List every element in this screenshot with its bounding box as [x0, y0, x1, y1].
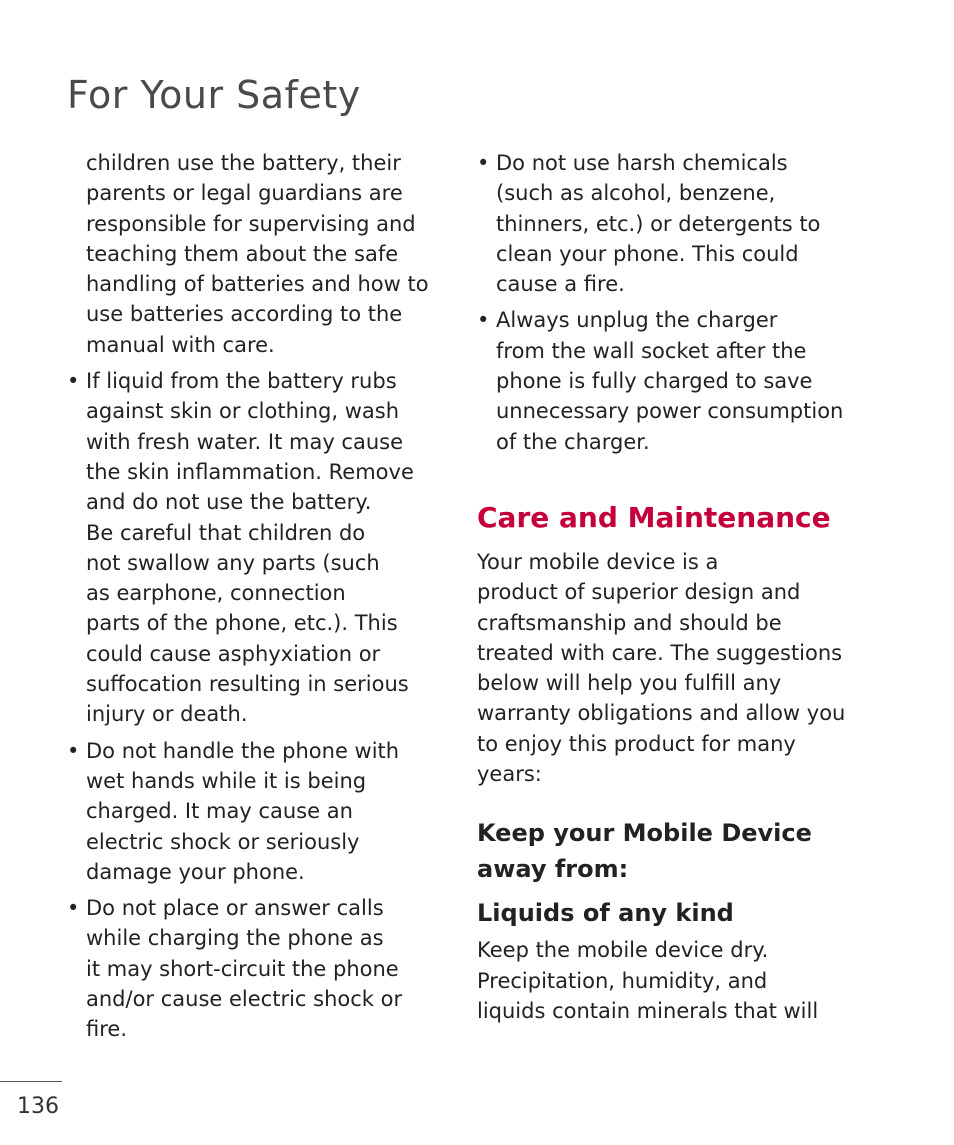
- text-line: responsible for supervising and: [86, 211, 416, 236]
- text-line: and/or cause electric shock or: [86, 987, 403, 1012]
- text-line: clean your phone. This could: [496, 241, 799, 266]
- subheading-liquids: Liquids of any kind: [477, 899, 734, 928]
- bullet-marker: •: [67, 369, 80, 394]
- text-line: phone is fully charged to save: [496, 369, 813, 394]
- text-line: fire.: [86, 1017, 127, 1042]
- subheading-line: Keep your Mobile Device: [477, 819, 812, 848]
- text-line: thinners, etc.) or detergents to: [496, 211, 821, 236]
- text-line: not swallow any parts (such: [86, 550, 380, 575]
- text-line: use batteries according to the: [86, 302, 403, 327]
- bullet-item-harsh-chemicals: [477, 148, 877, 299]
- text-line: cause a fire.: [496, 272, 625, 297]
- text-line: as earphone, connection: [86, 581, 346, 606]
- subheading-line: away from:: [477, 855, 629, 884]
- text-line: craftsmanship and should be: [477, 610, 782, 635]
- text-line: injury or death.: [86, 702, 248, 727]
- text-line: wet hands while it is being: [86, 768, 367, 793]
- text-line: with fresh water. It may cause: [86, 429, 404, 454]
- bullet-item-wet-hands: [67, 736, 452, 887]
- text-line: Be careful that children do: [86, 520, 366, 545]
- text-line: below will help you fulfill any: [477, 671, 782, 696]
- bullet-marker: •: [67, 738, 80, 763]
- text-line: Precipitation, humidity, and: [477, 968, 768, 993]
- bullet-item-unplug-charger: [477, 305, 877, 456]
- text-line: product of superior design and: [477, 580, 801, 605]
- text-line: Do not place or answer calls: [86, 896, 384, 921]
- text-line: Always unplug the charger: [496, 308, 778, 333]
- text-line: (such as alcohol, benzene,: [496, 181, 776, 206]
- text-line: electric shock or seriously: [86, 829, 360, 854]
- continuation-paragraph: [67, 148, 452, 360]
- text-line: Your mobile device is a: [477, 549, 719, 574]
- bullet-marker: •: [67, 896, 80, 921]
- page-number: 136: [17, 1094, 59, 1119]
- text-line: liquids contain minerals that will: [477, 998, 819, 1023]
- text-line: of the charger.: [496, 429, 650, 454]
- text-line: manual with care.: [86, 332, 275, 357]
- footer-divider: [0, 1081, 62, 1082]
- text-line: unnecessary power consumption: [496, 399, 844, 424]
- text-line: to enjoy this product for many: [477, 731, 796, 756]
- section-heading-care-maintenance: Care and Maintenance: [477, 500, 831, 534]
- text-line: teaching them about the safe: [86, 241, 399, 266]
- text-line: charged. It may cause an: [86, 799, 353, 824]
- text-line: from the wall socket after the: [496, 338, 807, 363]
- left-column: [67, 148, 452, 1045]
- text-line: against skin or clothing, wash: [86, 399, 400, 424]
- text-line: could cause asphyxiation or: [86, 641, 381, 666]
- intro-paragraph: [477, 547, 877, 789]
- bullet-item-liquid-battery: [67, 366, 452, 730]
- page-title: For Your Safety: [67, 73, 361, 117]
- text-line: damage your phone.: [86, 859, 305, 884]
- text-line: parents or legal guardians are: [86, 181, 403, 206]
- text-line: treated with care. The suggestions: [477, 640, 843, 665]
- right-column: [477, 148, 877, 1026]
- text-line: handling of batteries and how to: [86, 272, 429, 297]
- text-line: it may short-circuit the phone: [86, 956, 399, 981]
- text-line: while charging the phone as: [86, 926, 384, 951]
- text-line: years:: [477, 762, 542, 787]
- text-line: Do not handle the phone with: [86, 738, 400, 763]
- bullet-marker: •: [477, 151, 490, 175]
- text-line: Do not use harsh chemicals: [496, 151, 788, 175]
- bullet-item-calls-while-charging: [67, 893, 452, 1044]
- text-line: children use the battery, their: [86, 151, 401, 175]
- text-line: If liquid from the battery rubs: [86, 369, 397, 394]
- subheading-keep-away: [477, 815, 877, 887]
- text-line: parts of the phone, etc.). This: [86, 611, 398, 636]
- text-line: suffocation resulting in serious: [86, 672, 409, 697]
- liquids-paragraph: [477, 935, 877, 1026]
- text-line: warranty obligations and allow you: [477, 701, 846, 726]
- text-line: and do not use the battery.: [86, 490, 372, 515]
- bullet-marker: •: [477, 308, 490, 333]
- text-line: Keep the mobile device dry.: [477, 938, 769, 963]
- text-line: the skin inflammation. Remove: [86, 459, 414, 484]
